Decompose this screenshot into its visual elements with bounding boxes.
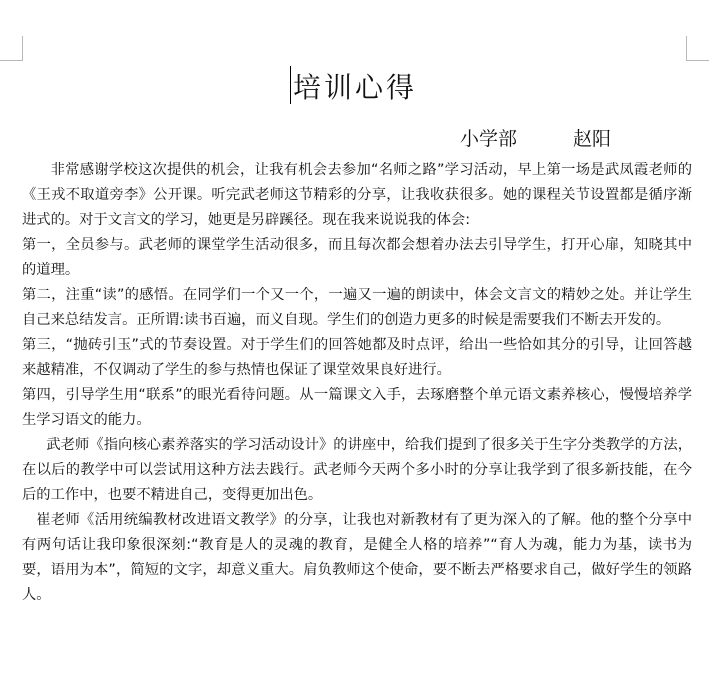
crop-mark-top-left <box>0 36 23 61</box>
crop-mark-top-right <box>686 36 709 61</box>
author-line[interactable] <box>460 124 611 151</box>
author-name: 赵阳 <box>573 128 612 150</box>
paragraph-intro: 非常感谢学校这次提供的机会，让我有机会去参加“名师之路”学习活动，早上第一场是武凤霞老师的《王戎不取道旁李》公开课。听完武老师这节精彩的分享，让我收获很多。她的课程关节设置都是循序渐进式的。对于文言文的学习，她更是另辟蹊径。现在我来说说我的体会: <box>22 162 692 228</box>
paragraph-point-2: 第二，注重“读”的感悟。在同学们一个又一个，一遍又一遍的朗读中，体会文言文的精妙之处。并让学生自己来总结发言。正所谓:读书百遍，而义自现。学生们的创造力更多的时候是需要我们不断去开发的。 <box>22 287 692 328</box>
paragraph-point-4: 第四，引导学生用“联系”的眼光看待问题。从一篇课文入手，去琢磨整个单元语文素养核心，慢慢培养学生学习语文的能力。 <box>22 387 692 428</box>
document-body[interactable] <box>22 158 692 608</box>
paragraph-point-1: 第一，全员参与。武老师的课堂学生活动很多，而且每次都会想着办法去引导学生，打开心扉，知晓其中的道理。 <box>22 237 692 278</box>
document-title[interactable]: 培训心得 <box>293 71 418 104</box>
author-department: 小学部 <box>460 128 518 150</box>
text-cursor <box>290 66 291 104</box>
paragraph-point-3: 第三，“抛砖引玉”式的节奏设置。对于学生们的回答她都及时点评，给出一些恰如其分的引导，让回答越来越精准，不仅调动了学生的参与热情也保证了课堂效果良好进行。 <box>22 337 692 378</box>
paragraph-cui-lecture: 崔老师《活用统编教材改进语文教学》的分享，让我也对新教材有了更为深入的了解。他的整个分享中有两句话让我印象很深刻:“教育是人的灵魂的教育，是健全人格的培养”“育人为魂，能力为基，读书为要，语用为本”，简短的文字，却意义重大。肩负教师这个使命，要不断去严格要求自己，做好学生的领路人。 <box>22 512 692 603</box>
paragraph-wu-lecture: 武老师《指向核心素养落实的学习活动设计》的讲座中，给我们提到了很多关于生字分类教学的方法，在以后的教学中可以尝试用这种方法去践行。武老师今天两个多小时的分享让我学到了很多新技能，在今后的工作中，也要不精进自己，变得更加出色。 <box>22 437 692 503</box>
